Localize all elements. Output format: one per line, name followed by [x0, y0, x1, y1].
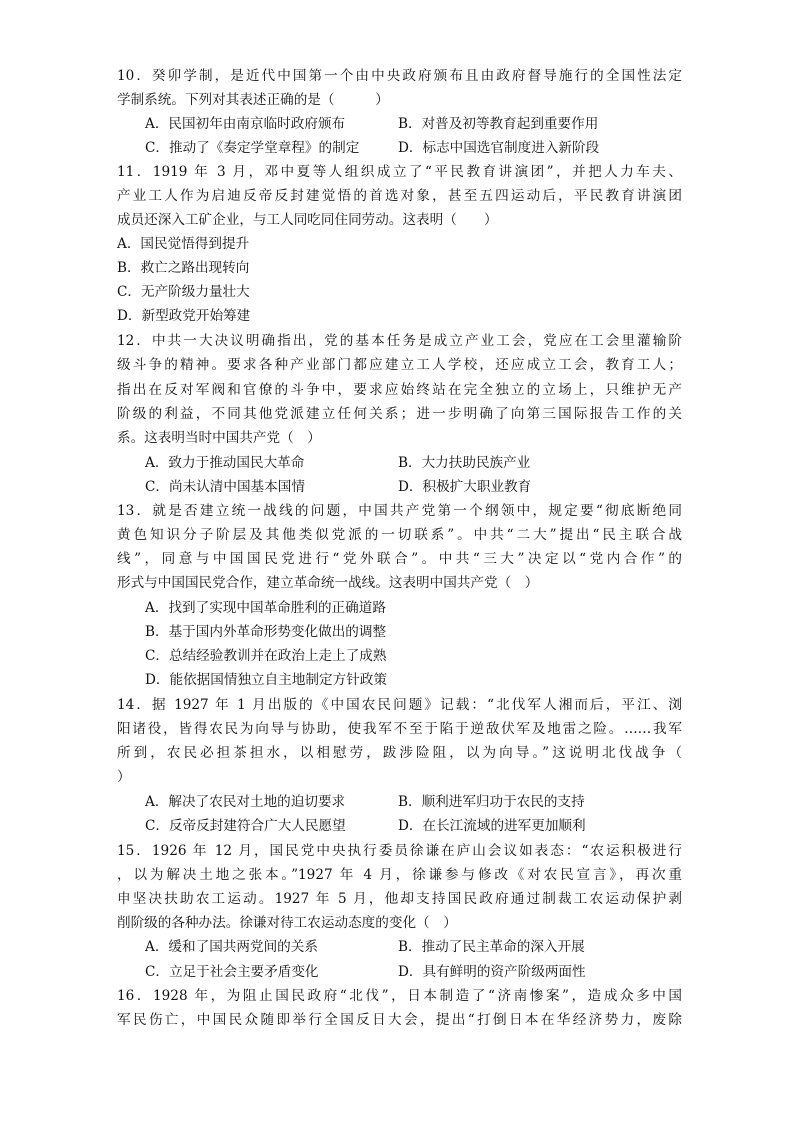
q13-option-a: A．找到了实现中国革命胜利的正确道路	[145, 600, 386, 616]
q10-option-c: C．推动了《奏定学堂章程》的制定	[145, 140, 360, 156]
q15-option-d: D．具有鲜明的资产阶级两面性	[398, 964, 586, 980]
q15-option-a: A．缓和了国共两党间的关系	[145, 939, 318, 955]
q14-stem-line-2: 阳诸役，皆得农民为向导与协助，使我军不至于陷于逆敌伏军及地雷之险。……我军	[117, 721, 682, 737]
q12-option-a: A．致力于推动国民大革命	[145, 455, 305, 471]
q11-stem-line-2: 产业工人作为启迪反帝反封建觉悟的首选对象，甚至五四运动后，平民教育讲演团	[117, 188, 682, 204]
q10-option-b: B．对普及初等教育起到重要作用	[398, 116, 599, 132]
q11-option-a: A．国民觉悟得到提升	[117, 236, 250, 252]
q16-stem-line-2: 军民伤亡，中国民众随即举行全国反日大会，提出“打倒日本在华经济势力，废除	[117, 1012, 682, 1028]
q10-stem-line-1: 10．癸卯学制，是近代中国第一个由中央政府颁布且由政府督导施行的全国性法定	[117, 68, 682, 84]
q13-stem-line-4: 形式与中国国民党合作，建立革命统一战线。这表明中国共产党（ ）	[117, 575, 539, 591]
q13-stem-line-2: 黄色知识分子阶层及其他类似党派的一切联系”。中共“二大”提出“民主联合战	[117, 527, 682, 543]
q15-stem-line-4: 削阶级的各种办法。徐谦对待工农运动态度的变化（ ）	[117, 915, 457, 931]
q12-stem-line-4: 阶级的利益，不同其他党派建立任何关系；进一步明确了向第三国际报告工作的关	[117, 406, 682, 422]
q12-stem-line-2: 级斗争的精神。要求各种产业部门都应建立工人学校，还应成立工会，教育工人；	[117, 357, 682, 373]
q11-option-b: B．救亡之路出现转向	[117, 260, 250, 276]
q15-stem-line-3: 申坚决扶助农工运动。1927 年 5 月，他却支持国民政府通过制裁工农运动保护剥	[117, 891, 682, 907]
q14-stem-line-4: ）	[117, 769, 131, 785]
q12-stem-line-1: 12．中共一大决议明确指出，党的基本任务是成立产业工会，党应在工会里灌输阶	[117, 333, 682, 349]
q13-option-c: C．总结经验教训并在政治上走上了成熟	[145, 648, 387, 664]
q11-option-d: D．新型政党开始筹建	[117, 308, 251, 324]
q14-option-b: B．顺利进军归功于农民的支持	[398, 794, 585, 810]
q12-option-c: C．尚未认清中国基本国情	[145, 479, 305, 495]
q15-option-b: B．推动了民主革命的深入开展	[398, 939, 585, 955]
q13-stem-line-1: 13．就是否建立统一战线的问题，中国共产党第一个纲领中，规定要“彻底断绝同	[117, 503, 682, 519]
q15-stem-line-2: ，以为解决土地之张本。”1927 年 4 月，徐谦参与修改《对农民宣言》，再次重	[117, 867, 682, 883]
q12-stem-line-3: 指出在反对军阀和官僚的斗争中，要求应始终站在完全独立的立场上，只维护无产	[117, 382, 682, 398]
q14-option-a: A．解决了农民对土地的迫切要求	[145, 794, 346, 810]
q10-option-a: A．民国初年由南京临时政府颁布	[145, 116, 346, 132]
q14-stem-line-1: 14．据 1927 年 1 月出版的《中国农民问题》记载：“北伐军人湘而后，平江、浏	[117, 697, 682, 713]
q10-stem-line-2: 学制系统。下列对其表述正确的是（ ）	[117, 92, 389, 108]
q13-option-b: B．基于国内外革命形势变化做出的调整	[145, 624, 387, 640]
q16-stem-line-1: 16．1928 年，为阻止国民政府“北伐”，日本制造了“济南惨案”，造成众多中国	[117, 988, 682, 1004]
q14-stem-line-3: 所到，农民必担茶担水，以相慰劳，跋涉险阻，以为向导。”这说明北伐战争（	[117, 745, 682, 761]
q12-option-d: D．积极扩大职业教育	[398, 479, 532, 495]
q12-stem-line-5: 系。这表明当时中国共产党（ ）	[117, 430, 321, 446]
q13-stem-line-3: 线”，同意与中国国民党进行“党外联合”。中共“三大”决定以“党内合作”的	[117, 551, 682, 567]
q11-option-c: C．无产阶级力量壮大	[117, 284, 250, 300]
q13-option-d: D．能依据国情独立自主地制定方针政策	[145, 672, 387, 688]
q11-stem-line-3: 成员还深入工矿企业，与工人同吃同住同劳动。这表明（ ）	[117, 212, 498, 228]
q14-option-d: D．在长江流域的进军更加顺利	[398, 818, 586, 834]
q14-option-c: C．反帝反封建符合广大人民愿望	[145, 818, 346, 834]
q15-option-c: C．立足于社会主要矛盾变化	[145, 964, 319, 980]
q10-option-d: D．标志中国选官制度进入新阶段	[398, 140, 600, 156]
q15-stem-line-1: 15．1926 年 12 月，国民党中央执行委员徐谦在庐山会议如表态：“农运积极进行	[117, 843, 682, 859]
q11-stem-line-1: 11．1919 年 3 月，邓中夏等人组织成立了“平民教育讲演团”，并把人力车夫、	[117, 164, 682, 180]
q12-option-b: B．大力扶助民族产业	[398, 455, 531, 471]
